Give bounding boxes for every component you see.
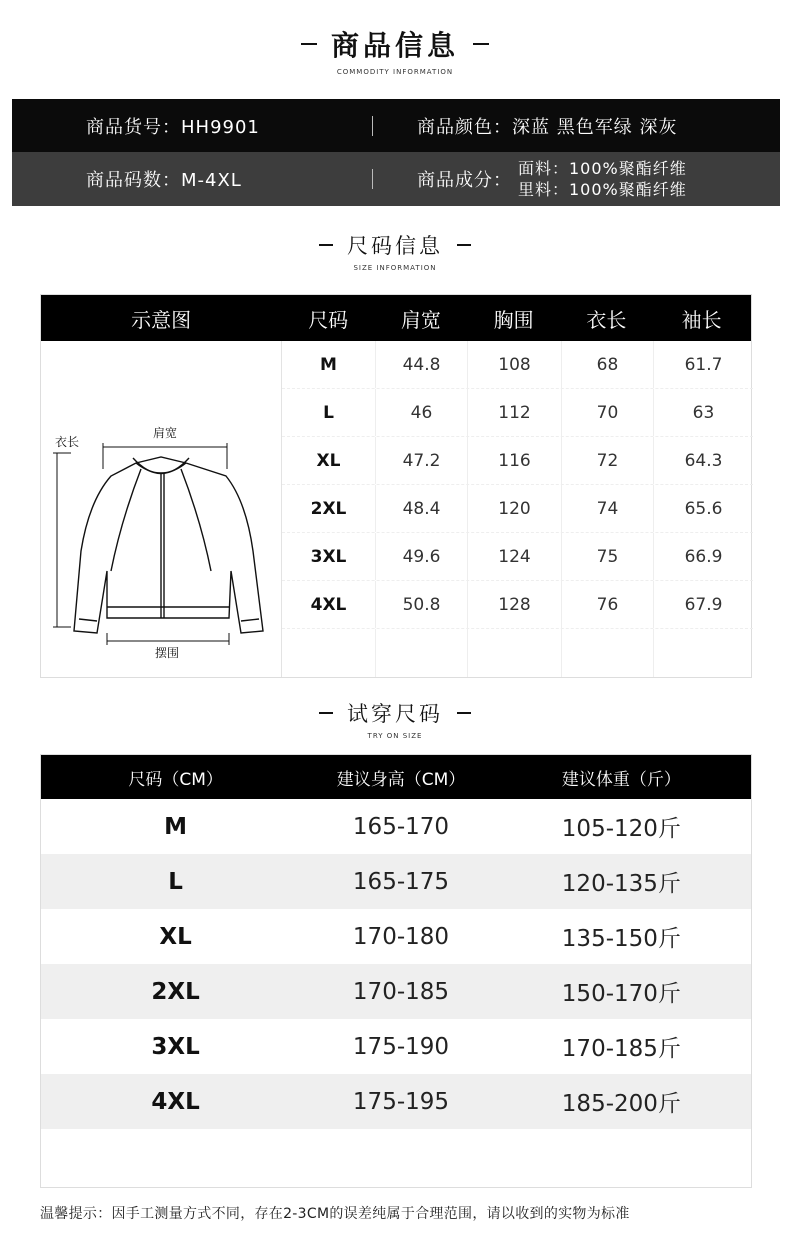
tryon-row — [41, 909, 751, 964]
size-row-m — [282, 341, 753, 389]
size-table — [40, 294, 752, 678]
sleeve-cell: 63 — [692, 402, 715, 423]
size-row-empty — [282, 629, 753, 677]
hem-label: 摆围 — [155, 646, 180, 660]
length-cell: 72 — [562, 437, 654, 484]
header-shoulder: 肩宽 — [400, 307, 441, 332]
empty-cell — [282, 629, 376, 677]
shoulder-cell: 48.4 — [376, 485, 468, 532]
length-label: 衣长 — [55, 435, 80, 449]
size-row-xl — [282, 437, 753, 485]
title-dash-left — [301, 43, 317, 45]
size-row-3xl — [282, 533, 753, 581]
tryon-table — [40, 754, 752, 1188]
empty-cell — [376, 629, 468, 677]
tryon-height: 175-195 — [352, 1088, 450, 1115]
size-section-title — [0, 230, 790, 272]
tryon-size: 2XL — [151, 978, 200, 1005]
commodity-section-title — [0, 24, 790, 76]
length-cell: 68 — [562, 341, 654, 388]
chest-cell: 116 — [468, 437, 562, 484]
length-cell: 74 — [562, 485, 654, 532]
tryon-size: L — [168, 868, 183, 895]
chest-cell: 124 — [468, 533, 562, 580]
tryon-row — [41, 964, 751, 1019]
size-cell: 2XL — [282, 485, 376, 532]
size-cell: M — [282, 341, 376, 388]
tryon-weight: 150-170斤 — [561, 981, 681, 1007]
shoulder-cell: 46 — [376, 389, 468, 436]
title-dash-right — [457, 244, 471, 246]
header-length: 衣长 — [586, 307, 627, 332]
empty-cell — [468, 629, 562, 677]
size-title: 尺码信息 — [347, 234, 443, 258]
tryon-row — [41, 799, 751, 854]
shoulder-cell: 47.2 — [376, 437, 468, 484]
shoulder-label: 肩宽 — [153, 426, 178, 440]
measurement-note: 温馨提示：因手工测量方式不同，存在2-3CM的误差纯属于合理范围，请以收到的实物为标准 — [40, 1206, 630, 1222]
empty-cell — [562, 629, 654, 677]
tryon-height: 170-185 — [352, 978, 450, 1005]
size-subtitle: SIZE INFORMATION — [353, 264, 437, 272]
title-dash-left — [319, 712, 333, 714]
commodity-subtitle: COMMODITY INFORMATION — [336, 68, 454, 76]
commodity-info-row-1 — [12, 99, 780, 153]
empty-cell — [654, 629, 753, 677]
header-size-cm: 尺码（CM） — [128, 769, 223, 790]
header-chest: 胸围 — [493, 307, 534, 332]
chest-cell: 112 — [468, 389, 562, 436]
header-diagram: 示意图 — [131, 307, 192, 332]
item-number: 商品货号：HH9901 — [86, 117, 260, 138]
material-outer: 面料：100%聚酯纤维 — [518, 159, 687, 178]
tryon-row — [41, 1074, 751, 1129]
size-cell: L — [282, 389, 376, 436]
length-cell: 70 — [562, 389, 654, 436]
tryon-title: 试穿尺码 — [347, 702, 443, 726]
size-cell: 3XL — [282, 533, 376, 580]
size-table-body — [41, 341, 751, 677]
sleeve-cell: 66.9 — [684, 546, 723, 567]
tryon-size: 3XL — [151, 1033, 200, 1060]
tryon-weight: 135-150斤 — [561, 926, 681, 952]
material-inner: 里料：100%聚酯纤维 — [518, 180, 687, 199]
tryon-weight: 170-185斤 — [561, 1036, 681, 1062]
size-table-header — [41, 295, 751, 341]
chest-cell: 120 — [468, 485, 562, 532]
commodity-info-row-2 — [12, 152, 780, 206]
tryon-weight: 105-120斤 — [561, 816, 681, 842]
tryon-size: M — [164, 813, 188, 840]
header-height: 建议身高（CM） — [336, 769, 466, 790]
size-row-2xl — [282, 485, 753, 533]
tryon-height: 175-190 — [352, 1033, 450, 1060]
shoulder-cell: 49.6 — [376, 533, 468, 580]
size-row-l — [282, 389, 753, 437]
sleeve-cell: 61.7 — [684, 354, 723, 375]
sleeve-cell: 64.3 — [684, 450, 723, 471]
jacket-diagram — [41, 341, 282, 677]
size-cell: 4XL — [282, 581, 376, 628]
chest-cell: 128 — [468, 581, 562, 628]
sleeve-cell: 65.6 — [684, 498, 723, 519]
tryon-row — [41, 1019, 751, 1074]
tryon-height: 165-175 — [352, 868, 450, 895]
tryon-table-header — [41, 755, 751, 799]
shoulder-cell: 44.8 — [376, 341, 468, 388]
tryon-subtitle: TRY ON SIZE — [367, 732, 423, 740]
header-weight: 建议体重（斤） — [561, 769, 681, 790]
item-colors: 商品颜色：深蓝 黑色军绿 深灰 — [417, 117, 678, 138]
title-dash-right — [457, 712, 471, 714]
shoulder-cell: 50.8 — [376, 581, 468, 628]
length-cell: 75 — [562, 533, 654, 580]
item-material — [373, 158, 687, 200]
size-cell: XL — [282, 437, 376, 484]
sleeve-cell: 67.9 — [684, 594, 723, 615]
title-dash-left — [319, 244, 333, 246]
size-rows — [282, 341, 753, 677]
tryon-section-title — [0, 698, 790, 740]
item-sizes: 商品码数：M-4XL — [86, 170, 242, 191]
title-dash-right — [473, 43, 489, 45]
chest-cell: 108 — [468, 341, 562, 388]
tryon-row — [41, 854, 751, 909]
tryon-height: 165-170 — [352, 813, 450, 840]
jacket-illustration — [41, 341, 282, 677]
length-cell: 76 — [562, 581, 654, 628]
size-row-4xl — [282, 581, 753, 629]
tryon-weight: 120-135斤 — [561, 871, 681, 897]
header-size: 尺码 — [308, 307, 349, 332]
tryon-size: XL — [159, 923, 192, 950]
tryon-size: 4XL — [151, 1088, 200, 1115]
tryon-height: 170-180 — [352, 923, 450, 950]
material-label: 商品成分： — [417, 170, 512, 191]
commodity-title: 商品信息 — [330, 29, 459, 62]
tryon-weight: 185-200斤 — [561, 1091, 681, 1117]
header-sleeve: 袖长 — [681, 307, 722, 332]
